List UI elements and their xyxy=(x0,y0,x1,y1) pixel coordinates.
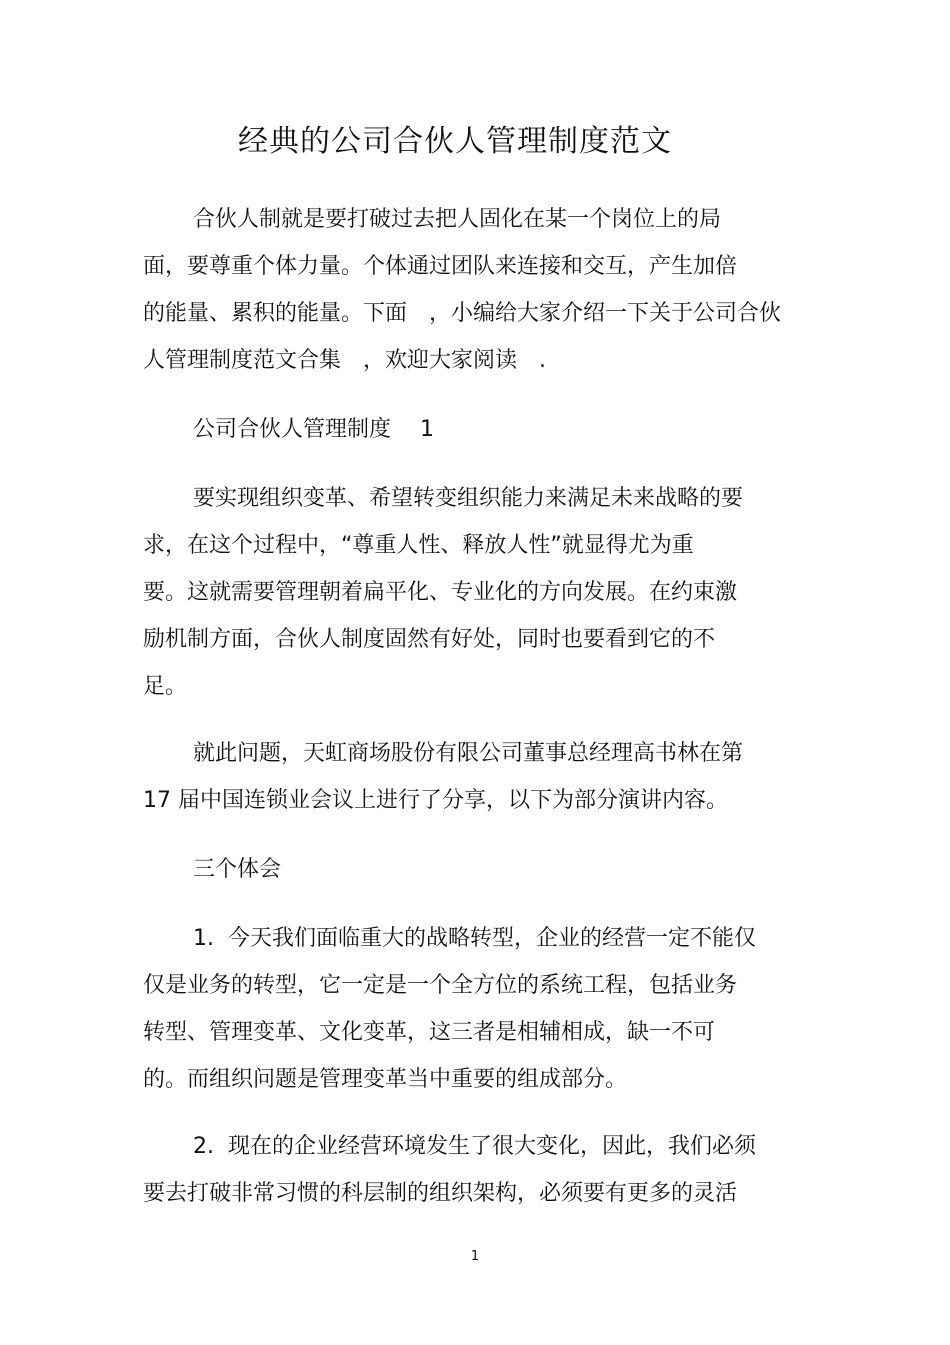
text-line: 足。 xyxy=(143,674,188,699)
text-line: 求，在这个过程中，“尊重人性、释放人性”就显得尤为重 xyxy=(143,533,694,558)
text-line: 要去打破非常习惯的科层制的组织架构，必须要有更多的灵活 xyxy=(143,1181,738,1206)
text-line: 合伙人制就是要打破过去把人固化在某一个岗位上的局 xyxy=(193,207,722,232)
text-line: 转型、管理变革、文化变革，这三者是相辅相成，缺一不可 xyxy=(143,1020,716,1045)
text-line: 的能量、累积的能量。下面 ，小编给大家介绍一下关于公司合伙 xyxy=(143,301,782,326)
text-line: 要。这就需要管理朝着扁平化、专业化的方向发展。在约束激 xyxy=(143,580,738,605)
text-line: 励机制方面，合伙人制度固然有好处，同时也要看到它的不 xyxy=(143,627,716,652)
text-line: 的。而组织问题是管理变革当中重要的组成部分。 xyxy=(143,1067,628,1092)
section-heading: 公司合伙人管理制度 1 xyxy=(193,417,434,442)
text-line: 要实现组织变革、希望转变组织能力来满足未来战略的要 xyxy=(193,486,744,511)
text-line: 2. 现在的企业经营环境发生了很大变化，因此，我们必须 xyxy=(193,1134,756,1159)
text-line: 就此问题，天虹商场股份有限公司董事总经理高书林在第 xyxy=(193,741,744,766)
text-line: 1. 今天我们面临重大的战略转型，企业的经营一定不能仅 xyxy=(193,926,756,951)
page-number: 1 xyxy=(470,1249,480,1264)
text-line: 人管理制度范文合集 ，欢迎大家阅读 . xyxy=(143,348,546,373)
text-line: 面，要尊重个体力量。个体通过团队来连接和交互，产生加倍 xyxy=(143,254,738,279)
text-line: 17 届中国连锁业会议上进行了分享，以下为部分演讲内容。 xyxy=(143,788,728,813)
text-line: 仅是业务的转型，它一定是一个全方位的系统工程，包括业务 xyxy=(143,973,738,998)
subheading: 三个体会 xyxy=(193,857,282,882)
document-title: 经典的公司合伙人管理制度范文 xyxy=(238,124,672,159)
